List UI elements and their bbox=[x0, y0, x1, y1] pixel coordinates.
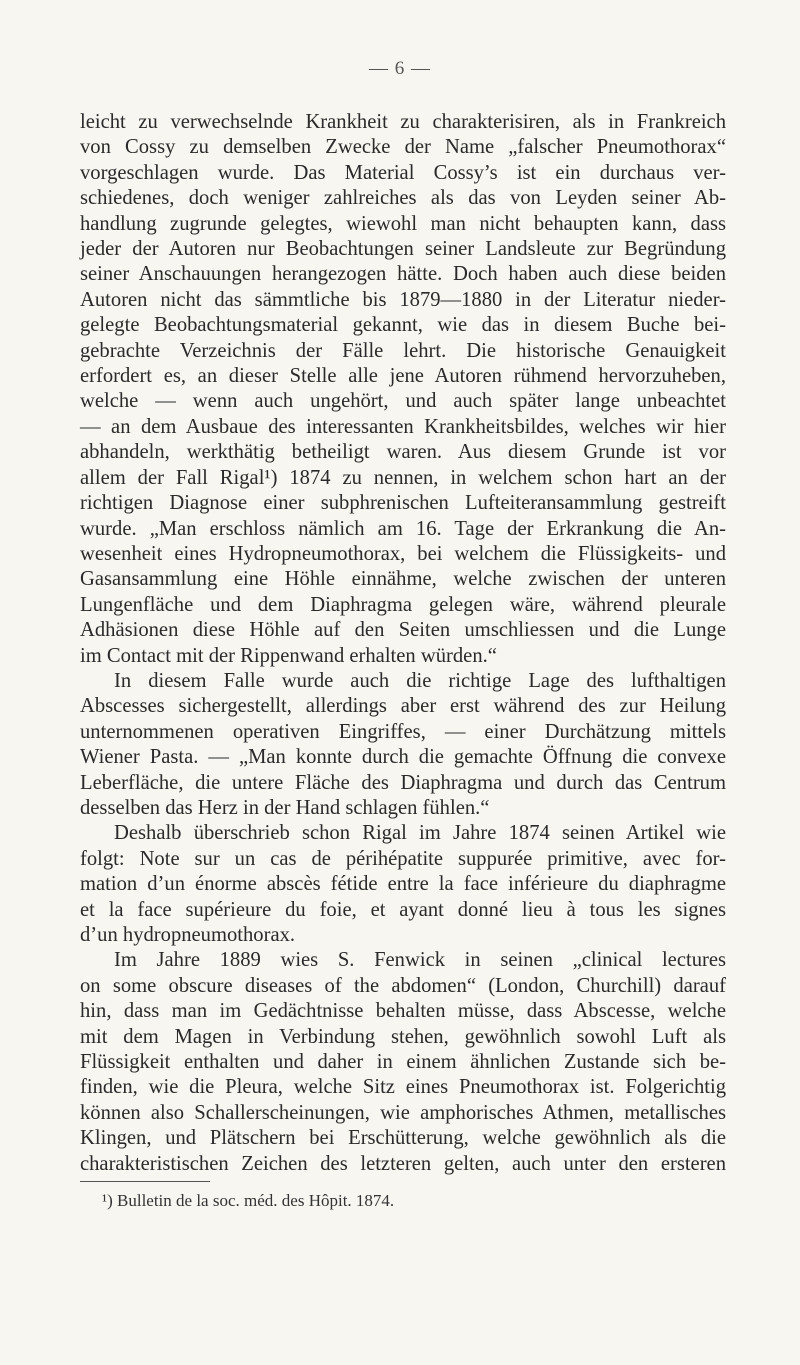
text-line: Wiener Pasta. — „Man konnte durch die gemachte Öffnung die convexe bbox=[80, 746, 726, 769]
text-line: hin, dass man im Gedächtnisse behalten müsse, dass Abscesse, welche bbox=[80, 1000, 726, 1023]
text-line: — an dem Ausbaue des interessanten Krankheitsbildes, welches wir hier bbox=[80, 415, 726, 438]
text-line: d’un hydropneumothorax. bbox=[80, 924, 296, 946]
text-line: Gasansammlung eine Höhle einnähme, welche zwischen der unteren bbox=[80, 568, 726, 591]
footnote-divider bbox=[80, 1181, 210, 1182]
text-line: von Cossy zu demselben Zwecke der Name „falscher Pneumothorax“ bbox=[80, 136, 726, 159]
text-line: charakteristischen Zeichen des letzteren gelten, auch unter den ersteren bbox=[80, 1152, 726, 1175]
text-line: jeder der Autoren nur Beobachtungen seiner Landsleute zur Begründung bbox=[80, 238, 726, 261]
text-line: seiner Anschauungen herangezogen hätte. Doch haben auch diese beiden bbox=[80, 263, 726, 286]
text-line: on some obscure diseases of the abdomen“ (London, Churchill) darauf bbox=[80, 974, 726, 997]
text-line: Leberfläche, die untere Fläche des Diaphragma und durch das Centrum bbox=[80, 771, 726, 794]
text-line: folgt: Note sur un cas de périhépatite suppurée primitive, avec for- bbox=[80, 847, 726, 870]
text-line: In diesem Falle wurde auch die richtige Lage des lufthaltigen bbox=[114, 669, 726, 692]
text-line: mation d’un énorme abscès fétide entre la face inférieure du diaphragme bbox=[80, 873, 726, 896]
text-line: gebrachte Verzeichnis der Fälle lehrt. Die historische Genauigkeit bbox=[80, 339, 726, 362]
text-line: gelegte Beobachtungsmaterial gekannt, wie das in diesem Buche bei- bbox=[80, 314, 726, 337]
text-line: Klingen, und Plätschern bei Erschütterung, welche gewöhnlich als die bbox=[80, 1127, 726, 1150]
text-line: et la face supérieure du foie, et ayant donné lieu à tous les signes bbox=[80, 898, 726, 921]
text-line: finden, wie die Pleura, welche Sitz eines Pneumothorax ist. Folgerichtig bbox=[80, 1076, 726, 1099]
footnote: ¹) Bulletin de la soc. méd. des Hôpit. 1874. bbox=[102, 1191, 395, 1210]
text-line: Abscesses sichergestellt, allerdings aber erst während des zur Heilung bbox=[80, 695, 726, 718]
text-line: Adhäsionen diese Höhle auf den Seiten umschliessen und die Lunge bbox=[80, 619, 726, 642]
text-line: mit dem Magen in Verbindung stehen, gewöhnlich sowohl Luft als bbox=[80, 1025, 726, 1048]
text-line: erfordert es, an dieser Stelle alle jene Autoren rühmend hervorzuheben, bbox=[80, 365, 726, 388]
text-line: Im Jahre 1889 wies S. Fenwick in seinen „clinical lectures bbox=[114, 949, 726, 972]
text-line: im Contact mit der Rippenwand erhalten würden.“ bbox=[80, 644, 497, 667]
text-line: abhandeln, werkthätig betheiligt waren. Aus diesem Grunde ist vor bbox=[80, 441, 726, 464]
text-line: handlung zugrunde gelegtes, wiewohl man nicht behaupten kann, dass bbox=[80, 212, 726, 235]
text-line: richtigen Diagnose einer subphrenischen Lufteiteransammlung gestreift bbox=[80, 492, 726, 515]
text-line: wurde. „Man erschloss nämlich am 16. Tage der Erkrankung die An- bbox=[80, 517, 726, 540]
text-line: desselben das Herz in der Hand schlagen fühlen.“ bbox=[80, 796, 490, 819]
text-line: schiedenes, doch weniger zahlreiches als das von Leyden seiner Ab- bbox=[80, 187, 726, 210]
body-text bbox=[80, 110, 726, 1177]
text-line: unternommenen operativen Eingriffes, — einer Durchätzung mittels bbox=[80, 720, 726, 743]
text-line: Flüssigkeit enthalten und daher in einem ähnlichen Zustande sich be- bbox=[80, 1051, 726, 1074]
text-line: Lungenfläche und dem Diaphragma gelegen wäre, während pleurale bbox=[80, 593, 726, 616]
text-line: wesenheit eines Hydropneumothorax, bei welchem die Flüssigkeits- und bbox=[80, 542, 726, 565]
text-line: Autoren nicht das sämmtliche bis 1879—1880 in der Literatur nieder- bbox=[80, 288, 726, 311]
text-line: allem der Fall Rigal¹) 1874 zu nennen, in welchem schon hart an der bbox=[80, 466, 726, 489]
text-line: vorgeschlagen wurde. Das Material Cossy’s ist ein durchaus ver- bbox=[80, 161, 726, 184]
text-line: Deshalb überschrieb schon Rigal im Jahre 1874 seinen Artikel wie bbox=[114, 822, 726, 845]
page-number: — 6 — bbox=[369, 58, 431, 79]
text-line: leicht zu verwechselnde Krankheit zu charakterisiren, als in Frankreich bbox=[80, 111, 726, 133]
text-line: welche — wenn auch ungehört, und auch später lange unbeachtet bbox=[80, 390, 726, 413]
text-line: können also Schallerscheinungen, wie amphorisches Athmen, metallisches bbox=[80, 1101, 726, 1124]
